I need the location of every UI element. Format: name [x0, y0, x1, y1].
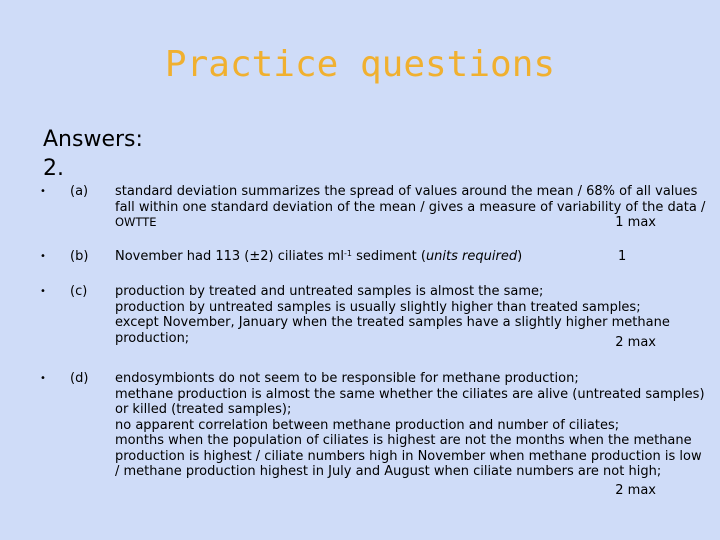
bullet: •	[40, 251, 46, 262]
text-line: or killed (treated samples);	[115, 402, 292, 417]
item-text	[115, 184, 706, 231]
item-text	[115, 371, 705, 480]
text-line: production is highest / ciliate numbers high in November when methane production is low	[115, 448, 702, 464]
text-line: standard deviation summarizes the spread of values around the mean / 68% of all values	[115, 184, 698, 199]
item-text	[115, 249, 660, 265]
mark-allocation: 2 max	[615, 335, 656, 350]
answers-label: Answers:	[43, 127, 143, 152]
item-label: (b)	[70, 249, 89, 264]
page-title: Practice questions	[164, 44, 556, 85]
text-line: no apparent correlation between methane production and number of ciliates;	[115, 417, 620, 433]
item-label: (d)	[70, 371, 89, 386]
item-label: (c)	[70, 284, 88, 299]
bullet: •	[40, 286, 46, 297]
text-line: OWTTE	[115, 215, 157, 229]
text-line: production by treated and untreated samples is almost the same;	[115, 284, 544, 299]
text-line: production;	[115, 330, 190, 346]
question-number: 2.	[43, 156, 64, 181]
bullet: •	[40, 373, 46, 384]
text-line: / methane production highest in July and August when ciliate numbers are not high;	[115, 464, 662, 479]
text-line: endosymbionts do not seem to be responsible for methane production;	[115, 371, 579, 386]
superscript: -1	[343, 249, 352, 258]
item-text	[115, 284, 670, 346]
text-line: production by untreated samples is usually slightly higher than treated samples;	[115, 299, 641, 315]
text-line	[115, 249, 660, 265]
text-suffix: )	[517, 249, 523, 264]
item-label: (a)	[70, 184, 89, 199]
answers-heading	[43, 125, 143, 183]
text-prefix: November had 113 (±2) ciliates ml	[115, 249, 344, 264]
bullet: •	[40, 186, 46, 197]
text-line: methane production is almost the same whether the ciliates are alive (untreated samples)	[115, 386, 705, 402]
text-line: fall within one standard deviation of the mean / gives a measure of variability of the data /	[115, 199, 706, 215]
mark-allocation: 1	[618, 249, 627, 264]
mark-allocation: 1 max	[615, 215, 656, 230]
text-line: except November, January when the treated samples have a slightly higher methane	[115, 315, 670, 330]
text-italic: units required	[425, 249, 518, 264]
text-line: months when the population of ciliates is highest are not the months when the methane	[115, 433, 692, 448]
mark-allocation: 2 max	[615, 483, 656, 498]
text-middle: sediment (	[351, 249, 426, 264]
